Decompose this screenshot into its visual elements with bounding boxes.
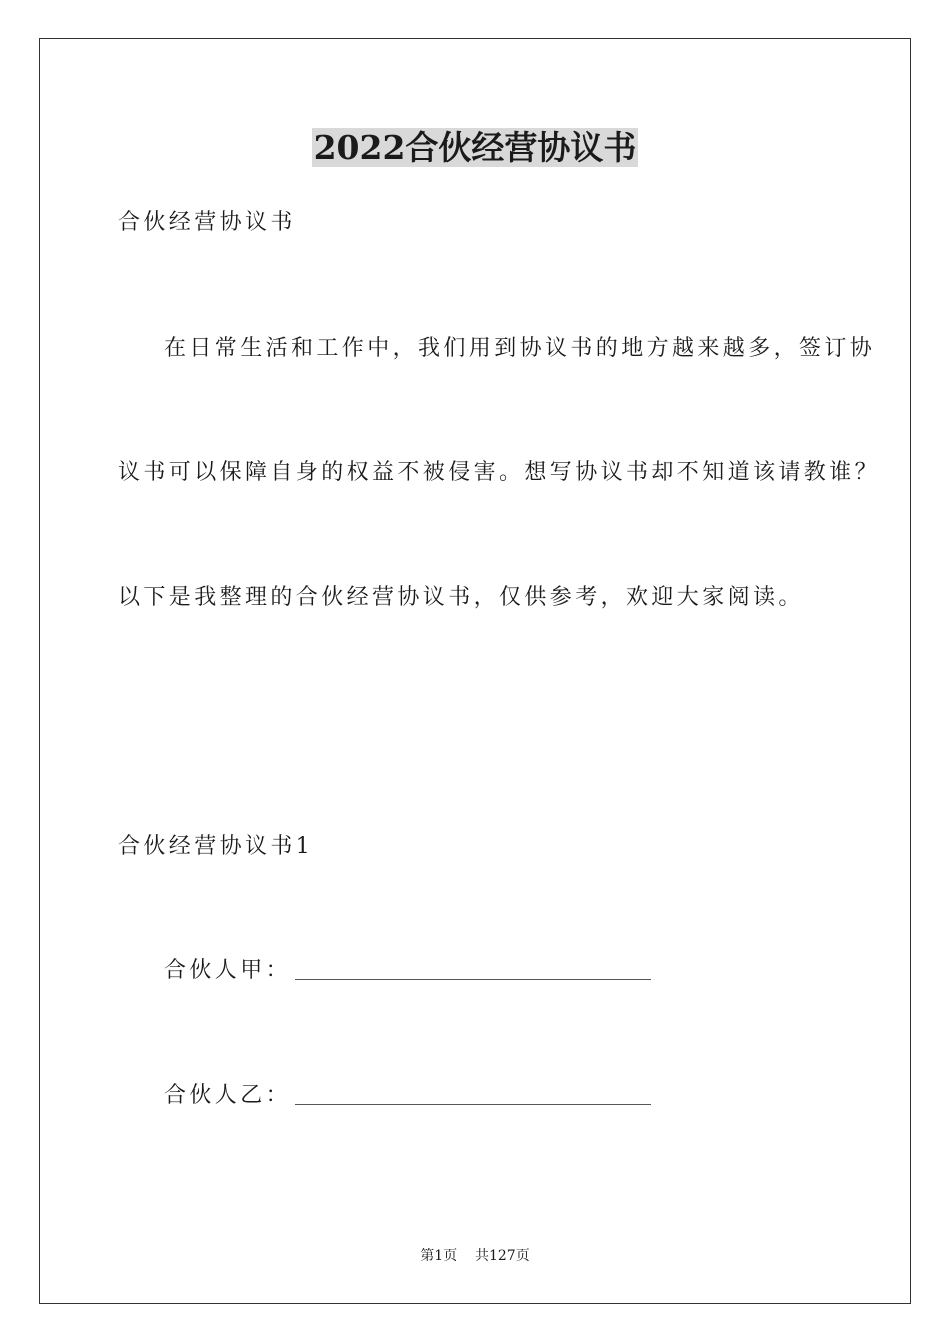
field-partner-b xyxy=(164,1081,651,1111)
field-partner-b-label: 合伙人乙： xyxy=(164,1083,292,1108)
document-title-text: 2022合伙经营协议书 xyxy=(313,128,637,167)
field-partner-a-blank xyxy=(295,961,651,980)
intro-line-1: 在日常生活和工作中，我们用到协议书的地方越来越多，签订协 xyxy=(164,336,876,361)
field-partner-a xyxy=(164,956,651,986)
page-number-footer: 第1页 共127页 xyxy=(420,1248,530,1264)
section-heading: 合伙经营协议书1 xyxy=(118,834,314,859)
document-subtitle: 合伙经营协议书 xyxy=(118,210,296,235)
intro-line-3: 以下是我整理的合伙经营协议书，仅供参考，欢迎大家阅读。 xyxy=(118,585,804,610)
document-title xyxy=(0,126,950,170)
field-partner-a-label: 合伙人甲： xyxy=(164,958,292,983)
field-partner-b-blank xyxy=(295,1086,651,1105)
intro-line-2: 议书可以保障自身的权益不被侵害。想写协议书却不知道该请教谁？ xyxy=(118,460,881,485)
